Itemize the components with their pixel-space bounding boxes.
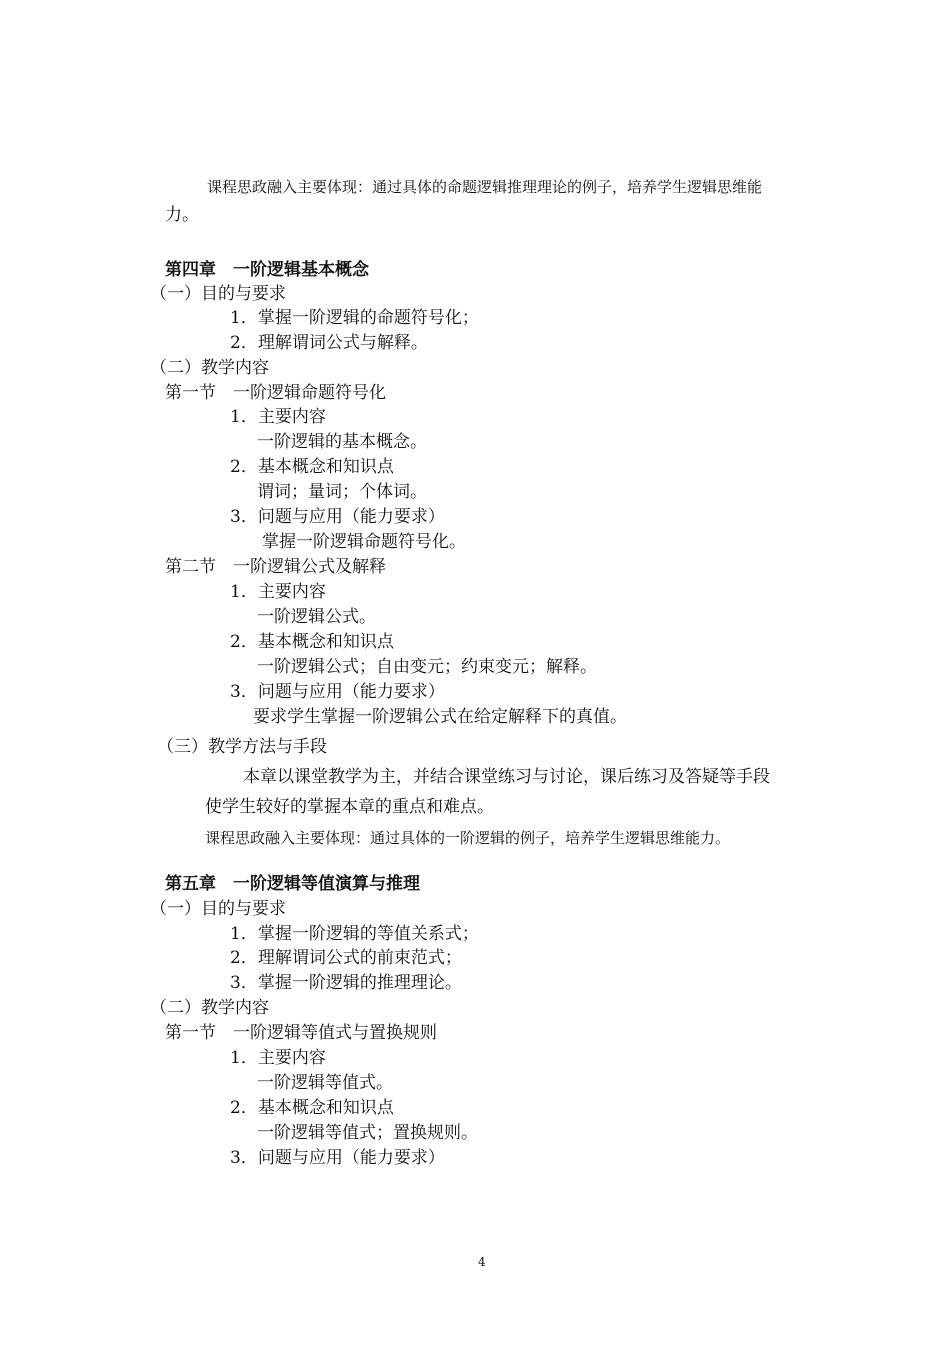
- methods-text-line1: 本章以课堂教学为主，并结合课堂练习与讨论，课后练习及答疑等手段: [243, 767, 770, 787]
- section-title: 第二节 一阶逻辑公式及解释: [165, 557, 386, 577]
- goal-item: 1．掌握一阶逻辑的命题符号化；: [230, 308, 479, 328]
- item-label: 1．主要内容: [230, 582, 326, 602]
- item-text: 一阶逻辑等值式；置换规则。: [257, 1123, 478, 1143]
- goal-item: 2．理解谓词公式的前束范式；: [230, 948, 462, 968]
- chapter-title: 第五章 一阶逻辑等值演算与推理: [165, 874, 420, 894]
- page-number: 4: [478, 1255, 486, 1269]
- goals-heading: （一）目的与要求: [150, 899, 286, 919]
- goal-item: 1．掌握一阶逻辑的等值关系式；: [230, 924, 479, 944]
- sizheng-note-line2: 力。: [165, 205, 199, 225]
- item-text: 要求学生掌握一阶逻辑公式在给定解释下的真值。: [253, 707, 627, 727]
- item-text: 一阶逻辑公式。: [257, 607, 376, 627]
- goals-heading: （一）目的与要求: [150, 284, 286, 304]
- item-text: 一阶逻辑等值式。: [257, 1073, 393, 1093]
- item-text: 掌握一阶逻辑命题符号化。: [262, 532, 466, 552]
- item-text: 谓词；量词；个体词。: [257, 482, 427, 502]
- section-title: 第一节 一阶逻辑等值式与置换规则: [165, 1023, 437, 1043]
- content-heading: （二）教学内容: [150, 998, 269, 1018]
- methods-heading: （三）教学方法与手段: [157, 737, 327, 757]
- item-label: 1．主要内容: [230, 1048, 326, 1068]
- methods-text-line2: 使学生较好的掌握本章的重点和难点。: [205, 797, 494, 817]
- item-label: 3．问题与应用（能力要求）: [230, 682, 445, 702]
- item-text: 一阶逻辑公式；自由变元；约束变元；解释。: [257, 657, 597, 677]
- sizheng-note-line1: 课程思政融入主要体现：通过具体的命题逻辑推理理论的例子，培养学生逻辑思维能: [207, 178, 763, 196]
- chapter-title: 第四章 一阶逻辑基本概念: [165, 260, 369, 280]
- content-heading: （二）教学内容: [150, 358, 269, 378]
- item-label: 2．基本概念和知识点: [230, 632, 394, 652]
- item-label: 2．基本概念和知识点: [230, 457, 394, 477]
- section-title: 第一节 一阶逻辑命题符号化: [165, 383, 386, 403]
- goal-item: 2．理解谓词公式与解释。: [230, 333, 428, 353]
- item-label: 1．主要内容: [230, 407, 326, 427]
- item-text: 一阶逻辑的基本概念。: [257, 432, 427, 452]
- item-label: 3．问题与应用（能力要求）: [230, 507, 445, 527]
- goal-item: 3．掌握一阶逻辑的推理理论。: [230, 973, 462, 993]
- item-label: 3．问题与应用（能力要求）: [230, 1148, 445, 1168]
- sizheng-note: 课程思政融入主要体现：通过具体的一阶逻辑的例子，培养学生逻辑思维能力。: [205, 829, 731, 847]
- item-label: 2．基本概念和知识点: [230, 1098, 394, 1118]
